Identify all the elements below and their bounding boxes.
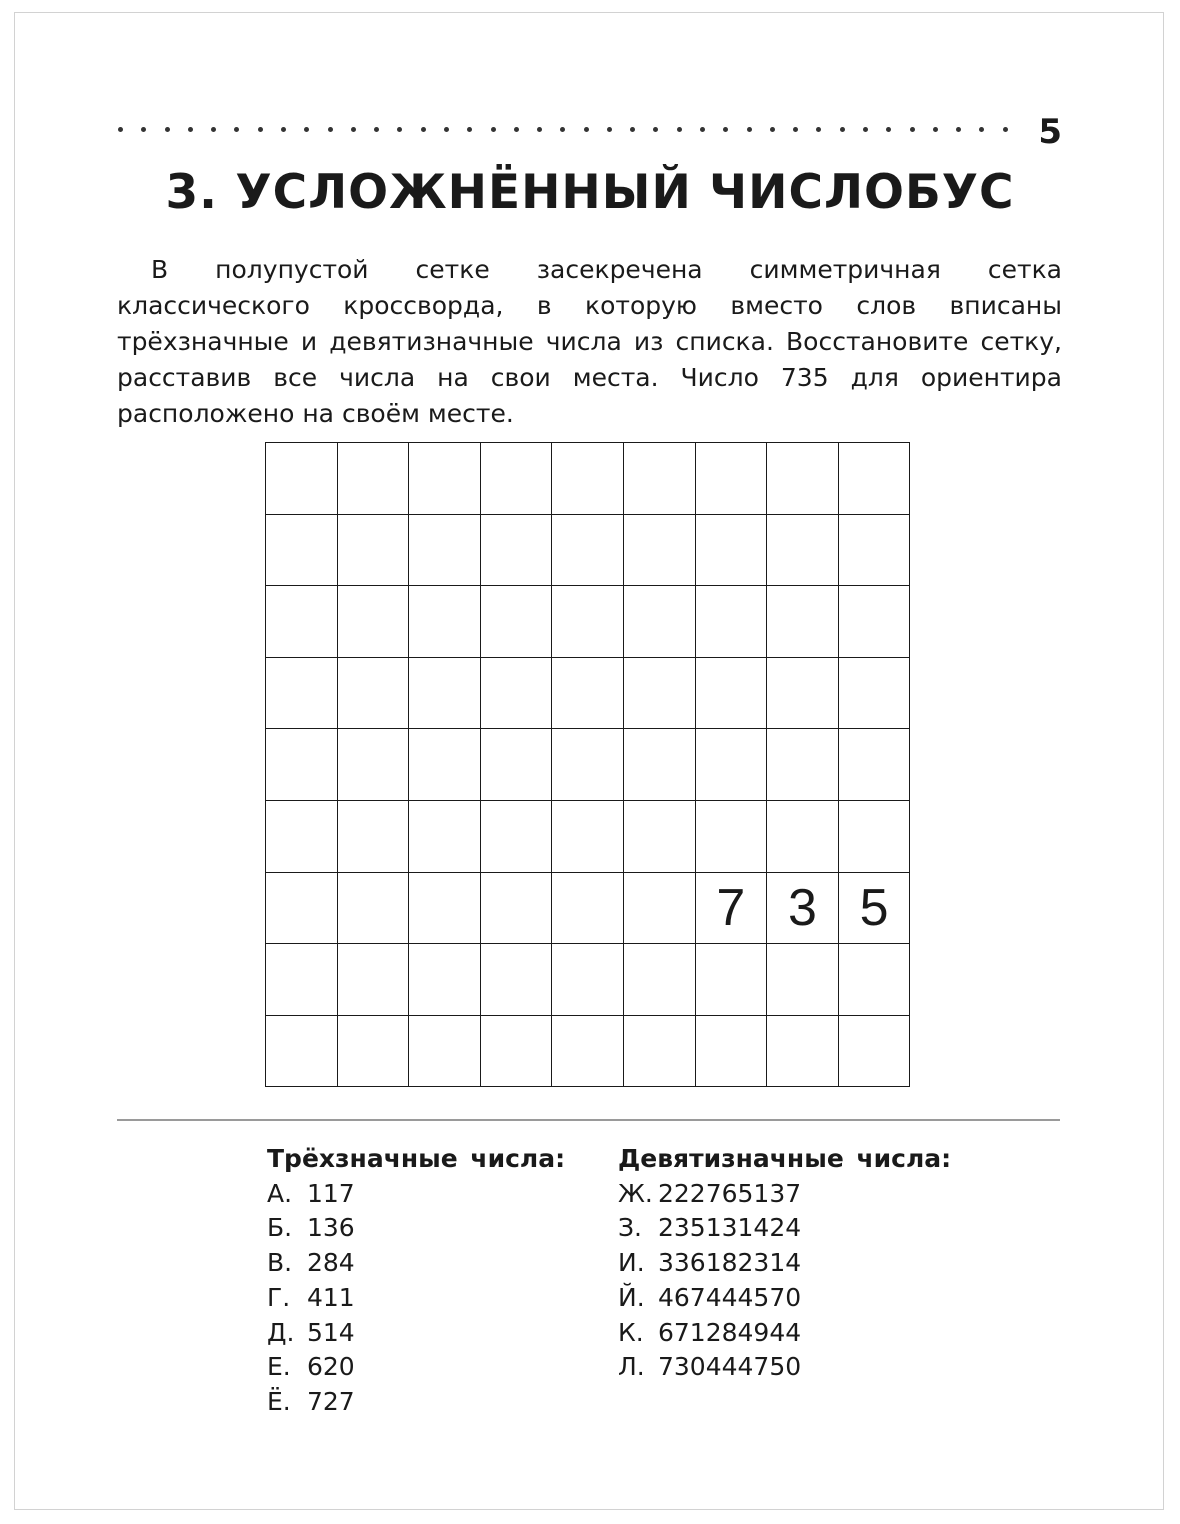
nine-digit-list: [618, 1142, 951, 1385]
puzzle-grid: [265, 442, 910, 1087]
grid-cell[interactable]: [338, 586, 410, 658]
dot: [886, 127, 891, 132]
grid-cell[interactable]: [624, 944, 696, 1016]
grid-cell[interactable]: [552, 443, 624, 515]
dot: [514, 127, 519, 132]
dot: [141, 127, 146, 132]
grid-cell[interactable]: [481, 729, 553, 801]
list-item-value: 222765137: [658, 1178, 802, 1208]
grid-cell[interactable]: [767, 586, 839, 658]
grid-cell[interactable]: [266, 873, 338, 945]
dot: [630, 127, 635, 132]
grid-cell[interactable]: [409, 944, 481, 1016]
list-item: [618, 1211, 951, 1246]
dot: [560, 127, 565, 132]
grid-cell[interactable]: [338, 944, 410, 1016]
dot: [397, 127, 402, 132]
grid-cell[interactable]: [767, 801, 839, 873]
grid-cell[interactable]: [552, 1016, 624, 1088]
grid-cell[interactable]: [338, 873, 410, 945]
three-digit-heading: Трёхзначные числа:: [267, 1144, 566, 1173]
grid-cell[interactable]: [266, 944, 338, 1016]
list-item-key: Ё.: [267, 1386, 291, 1416]
grid-cell[interactable]: [839, 515, 911, 587]
dot: [653, 127, 658, 132]
dot: [840, 127, 845, 132]
grid-cell[interactable]: [624, 729, 696, 801]
list-item-value: 620: [307, 1352, 355, 1382]
dot: [700, 127, 705, 132]
grid-cell[interactable]: [481, 944, 553, 1016]
grid-cell[interactable]: [696, 801, 768, 873]
section-divider: [117, 1119, 1060, 1121]
dot: [747, 127, 752, 132]
dot: [863, 127, 868, 132]
list-item-key: К.: [618, 1317, 644, 1347]
dot: [258, 127, 263, 132]
grid-cell[interactable]: [696, 658, 768, 730]
three-digit-list: [267, 1142, 565, 1420]
list-item-key: З.: [618, 1213, 642, 1243]
grid-cell[interactable]: [338, 729, 410, 801]
grid-cell[interactable]: [266, 586, 338, 658]
list-item-key: Л.: [618, 1352, 645, 1382]
grid-cell[interactable]: [839, 729, 911, 801]
dot: [1003, 127, 1008, 132]
list-item-value: 514: [307, 1317, 355, 1347]
dot: [491, 127, 496, 132]
grid-cell[interactable]: [409, 586, 481, 658]
list-item-key: Й.: [618, 1282, 645, 1312]
dot: [537, 127, 542, 132]
dot: [723, 127, 728, 132]
grid-cell[interactable]: [767, 658, 839, 730]
grid-cell[interactable]: [481, 658, 553, 730]
grid-cell[interactable]: [552, 873, 624, 945]
dot: [304, 127, 309, 132]
grid-cell[interactable]: [552, 586, 624, 658]
grid-cell[interactable]: [481, 443, 553, 515]
grid-cell[interactable]: [624, 586, 696, 658]
grid-cell[interactable]: [624, 515, 696, 587]
list-item-value: 727: [307, 1386, 355, 1416]
grid-cell[interactable]: [624, 1016, 696, 1088]
grid-cell[interactable]: [696, 729, 768, 801]
dot: [281, 127, 286, 132]
grid-cell[interactable]: [266, 801, 338, 873]
dot: [979, 127, 984, 132]
list-item-key: А.: [267, 1178, 293, 1208]
grid-cell[interactable]: [839, 443, 911, 515]
grid-cell[interactable]: [409, 658, 481, 730]
grid-cell[interactable]: [767, 729, 839, 801]
grid-cell[interactable]: [266, 729, 338, 801]
grid-cell[interactable]: [696, 515, 768, 587]
grid-cell[interactable]: [481, 873, 553, 945]
list-item-value: 117: [307, 1178, 355, 1208]
dot: [188, 127, 193, 132]
grid-cell[interactable]: [624, 873, 696, 945]
grid-cell[interactable]: [624, 443, 696, 515]
list-item: [267, 1246, 565, 1281]
grid-cell[interactable]: [266, 658, 338, 730]
grid-cell[interactable]: [338, 443, 410, 515]
grid-cell[interactable]: [552, 658, 624, 730]
list-item-key: И.: [618, 1248, 645, 1278]
intro-paragraph: В полупустой сетке засекречена симметричная сетка классического кроссворда, в которую вместо слов вписаны трёхзначные и девятизначные числа из списка. Восстановите сетку, расставив все числа на свои места. Число 735 для ориентира расположено на своём месте.: [117, 255, 1062, 428]
grid-cell[interactable]: [481, 586, 553, 658]
grid-cell[interactable]: [624, 801, 696, 873]
grid-cell[interactable]: [696, 586, 768, 658]
grid-cell[interactable]: [767, 944, 839, 1016]
dot: [374, 127, 379, 132]
grid-cell[interactable]: [767, 443, 839, 515]
list-item-value: 467444570: [658, 1282, 802, 1312]
dot: [816, 127, 821, 132]
dot: [351, 127, 356, 132]
list-item-value: 235131424: [658, 1213, 802, 1243]
list-item-value: 136: [307, 1213, 355, 1243]
dot: [328, 127, 333, 132]
grid-cell[interactable]: [338, 1016, 410, 1088]
dot: [165, 127, 170, 132]
grid-cell[interactable]: [624, 658, 696, 730]
dot: [956, 127, 961, 132]
list-item-key: Д.: [267, 1317, 295, 1347]
list-item-key: Ж.: [618, 1178, 653, 1208]
grid-cell[interactable]: [338, 515, 410, 587]
list-item-key: Б.: [267, 1213, 293, 1243]
list-item: [618, 1177, 951, 1212]
list-item: [267, 1211, 565, 1246]
grid-cell[interactable]: [839, 1016, 911, 1088]
grid-cell[interactable]: [696, 1016, 768, 1088]
grid-cell[interactable]: [481, 1016, 553, 1088]
list-item-key: Е.: [267, 1352, 291, 1382]
list-item: [267, 1385, 565, 1420]
grid-cell[interactable]: [409, 729, 481, 801]
list-item: [267, 1177, 565, 1212]
grid-cell[interactable]: [338, 801, 410, 873]
list-item-value: 671284944: [658, 1317, 802, 1347]
dot: [211, 127, 216, 132]
dot: [118, 127, 123, 132]
list-item-value: 336182314: [658, 1248, 802, 1278]
grid-cell[interactable]: [552, 801, 624, 873]
grid-cell[interactable]: [409, 801, 481, 873]
list-item-key: Г.: [267, 1282, 291, 1312]
grid-cell[interactable]: [767, 1016, 839, 1088]
dot: [793, 127, 798, 132]
page-number: 5: [1038, 112, 1062, 152]
dotted-header-rule: [118, 127, 1008, 132]
list-item-value: 411: [307, 1282, 355, 1312]
list-item: [618, 1350, 951, 1385]
grid-cell[interactable]: 5: [839, 873, 911, 945]
grid-cell[interactable]: [338, 658, 410, 730]
list-item: [267, 1316, 565, 1351]
grid-cell[interactable]: [767, 515, 839, 587]
dot: [677, 127, 682, 132]
grid-cell[interactable]: [481, 515, 553, 587]
dot: [607, 127, 612, 132]
grid-cell[interactable]: [266, 515, 338, 587]
dot: [770, 127, 775, 132]
grid-cell[interactable]: [552, 944, 624, 1016]
grid-cell[interactable]: [481, 801, 553, 873]
grid-cell[interactable]: [839, 658, 911, 730]
grid-cell[interactable]: 3: [767, 873, 839, 945]
grid-cell[interactable]: [266, 1016, 338, 1088]
grid-cell[interactable]: [409, 443, 481, 515]
dot: [421, 127, 426, 132]
page-title: 3. УСЛОЖНЁННЫЙ ЧИСЛОБУС: [165, 165, 1015, 220]
list-item: [618, 1281, 951, 1316]
list-item-value: 284: [307, 1248, 355, 1278]
dot: [467, 127, 472, 132]
grid-cell[interactable]: [839, 801, 911, 873]
list-item: [618, 1316, 951, 1351]
grid-cell[interactable]: [696, 944, 768, 1016]
grid-cell[interactable]: [409, 515, 481, 587]
dot: [933, 127, 938, 132]
grid-cell[interactable]: [552, 515, 624, 587]
dot: [444, 127, 449, 132]
list-item-value: 730444750: [658, 1352, 802, 1382]
grid-cell[interactable]: [552, 729, 624, 801]
list-item: [618, 1246, 951, 1281]
grid-cell[interactable]: [839, 586, 911, 658]
grid-cell[interactable]: [696, 443, 768, 515]
grid-cell[interactable]: 7: [696, 873, 768, 945]
dot: [584, 127, 589, 132]
dot: [234, 127, 239, 132]
nine-digit-heading: Девятизначные числа:: [618, 1144, 952, 1173]
grid-cell[interactable]: [409, 873, 481, 945]
grid-cell[interactable]: [409, 1016, 481, 1088]
list-item: [267, 1350, 565, 1385]
list-item: [267, 1281, 565, 1316]
list-item-key: В.: [267, 1248, 293, 1278]
grid-cell[interactable]: [839, 944, 911, 1016]
dot: [910, 127, 915, 132]
grid-cell[interactable]: [266, 443, 338, 515]
